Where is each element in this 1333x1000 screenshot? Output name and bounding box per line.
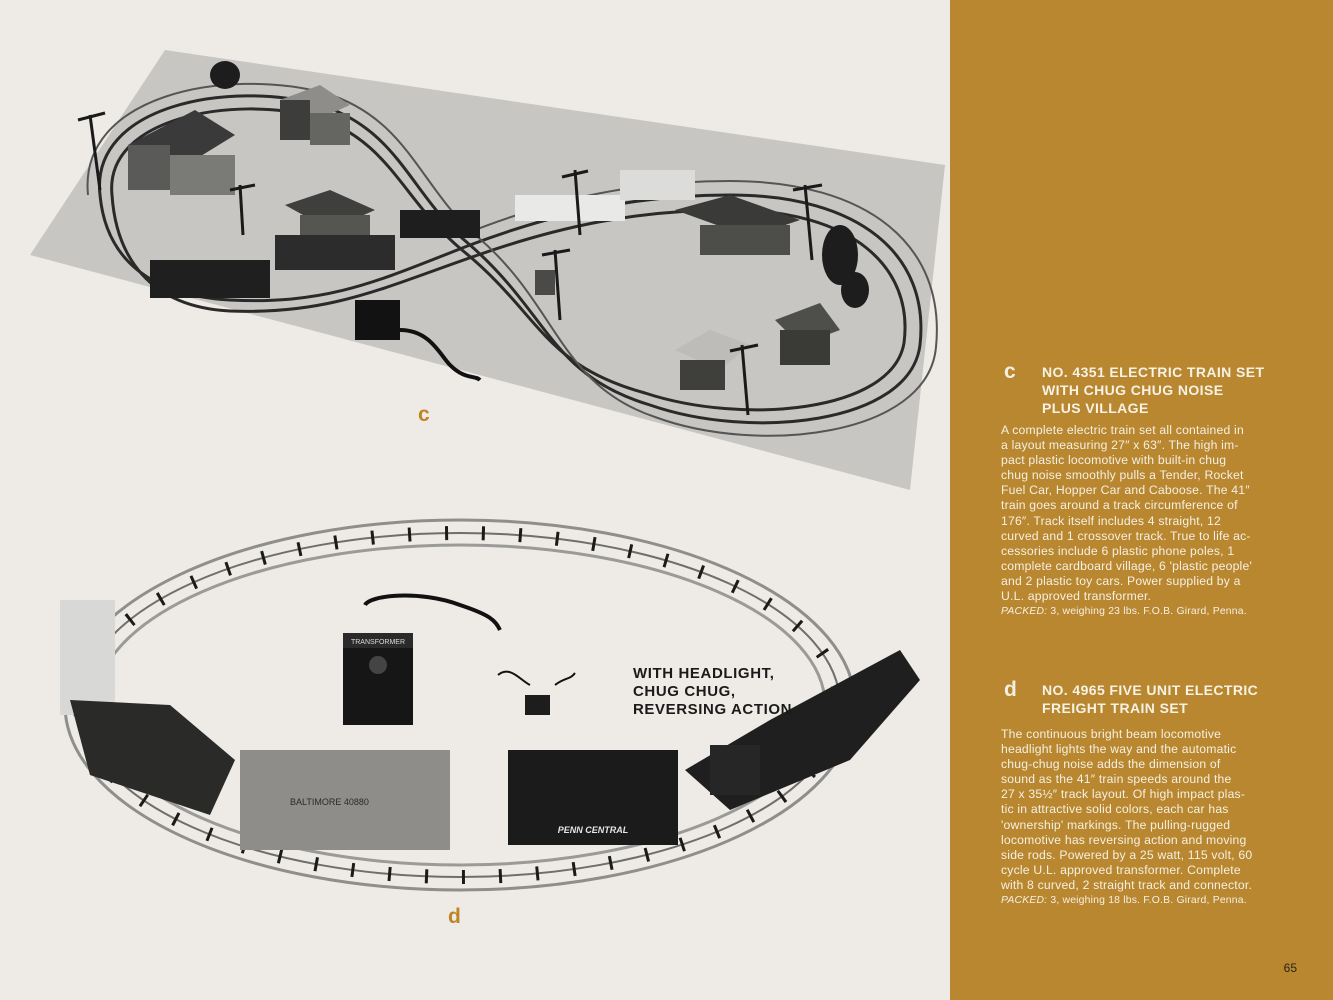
body-line: and 2 plastic toy cars. Power supplied by a — [1001, 573, 1241, 588]
title-line: PLUS VILLAGE — [1042, 400, 1149, 416]
product-description — [1001, 727, 1284, 908]
body-line: side rods. Powered by a 25 watt, 115 volt, 60 — [1001, 847, 1253, 862]
body-line: tic in attractive solid colors, each car has — [1001, 802, 1229, 817]
packed-label: PACKED: — [1001, 895, 1048, 907]
transformer-text: TRANSFORMER — [350, 639, 406, 646]
body-line: sound as the 41″ train speeds around the — [1001, 772, 1232, 787]
photo-label-d: d — [448, 905, 461, 928]
body-line: complete cardboard village, 6 'plastic people' — [1001, 558, 1252, 573]
title-line: NO. 4965 FIVE UNIT ELECTRIC — [1042, 682, 1259, 698]
title-line: NO. 4351 ELECTRIC TRAIN SET — [1042, 364, 1265, 380]
packing-info — [1001, 893, 1284, 908]
body-line: train goes around a track circumference of — [1001, 498, 1238, 513]
hopper-car — [70, 700, 235, 815]
body-line: 'ownership' markings. The pulling-rugged — [1001, 817, 1231, 832]
body-line: 176″. Track itself includes 4 straight, 12 — [1001, 513, 1222, 528]
transformer-d — [343, 596, 500, 725]
title-line: WITH CHUG CHUG NOISE — [1042, 382, 1224, 398]
body-line: headlight lights the way and the automatic — [1001, 742, 1237, 757]
body-line: chug-chug noise adds the dimension of — [1001, 757, 1221, 772]
product-title — [1042, 681, 1312, 717]
caboose — [60, 600, 115, 715]
entry-letter: d — [1004, 678, 1017, 701]
feature-callout — [633, 665, 833, 719]
title-line: FREIGHT TRAIN SET — [1042, 700, 1189, 716]
photo-label-c: c — [418, 403, 430, 426]
body-line: pact plastic locomotive with built-in chug — [1001, 453, 1227, 468]
packed-label: PACKED: — [1001, 606, 1048, 618]
packed-text: 3, weighing 23 lbs. F.O.B. Girard, Penna. — [1047, 606, 1247, 618]
boxcar-text: BALTIMORE 40880 — [290, 797, 369, 807]
description-sidebar — [950, 0, 1333, 1000]
entry-letter: c — [1004, 360, 1016, 383]
train-set-photo-c — [30, 45, 950, 495]
tender-text: PENN CENTRAL — [557, 825, 629, 835]
body-line: chug noise smoothly pulls a Tender, Rocket — [1001, 468, 1244, 483]
body-line: cycle U.L. approved transformer. Complete — [1001, 862, 1241, 877]
body-line: locomotive has reversing action and moving — [1001, 832, 1247, 847]
packing-info — [1001, 604, 1284, 619]
product-title — [1042, 363, 1312, 417]
body-line: U.L. approved transformer. — [1001, 589, 1152, 604]
body-line: a layout measuring 27″ x 63″. The high im- — [1001, 438, 1239, 453]
page-number: 65 — [1283, 961, 1297, 975]
packed-text: 3, weighing 18 lbs. F.O.B. Girard, Penna. — [1047, 895, 1247, 907]
body-line: A complete electric train set all contained in — [1001, 423, 1244, 437]
callout-line: REVERSING ACTION — [633, 701, 793, 718]
product-description — [1001, 423, 1284, 619]
body-line: The continuous bright beam locomotive — [1001, 727, 1222, 741]
body-line: with 8 curved, 2 straight track and connector. — [1001, 877, 1253, 892]
reversing-controller — [498, 672, 575, 715]
body-line: cessories include 6 plastic phone poles, 1 — [1001, 543, 1235, 558]
body-line: 27 x 35½″ track layout. Of high impact plas- — [1001, 787, 1246, 802]
callout-line: WITH HEADLIGHT, — [633, 665, 775, 682]
body-line: Fuel Car, Hopper Car and Caboose. The 41″ — [1001, 483, 1250, 498]
body-line: curved and 1 crossover track. True to life ac- — [1001, 528, 1251, 543]
callout-line: CHUG CHUG, — [633, 683, 736, 700]
